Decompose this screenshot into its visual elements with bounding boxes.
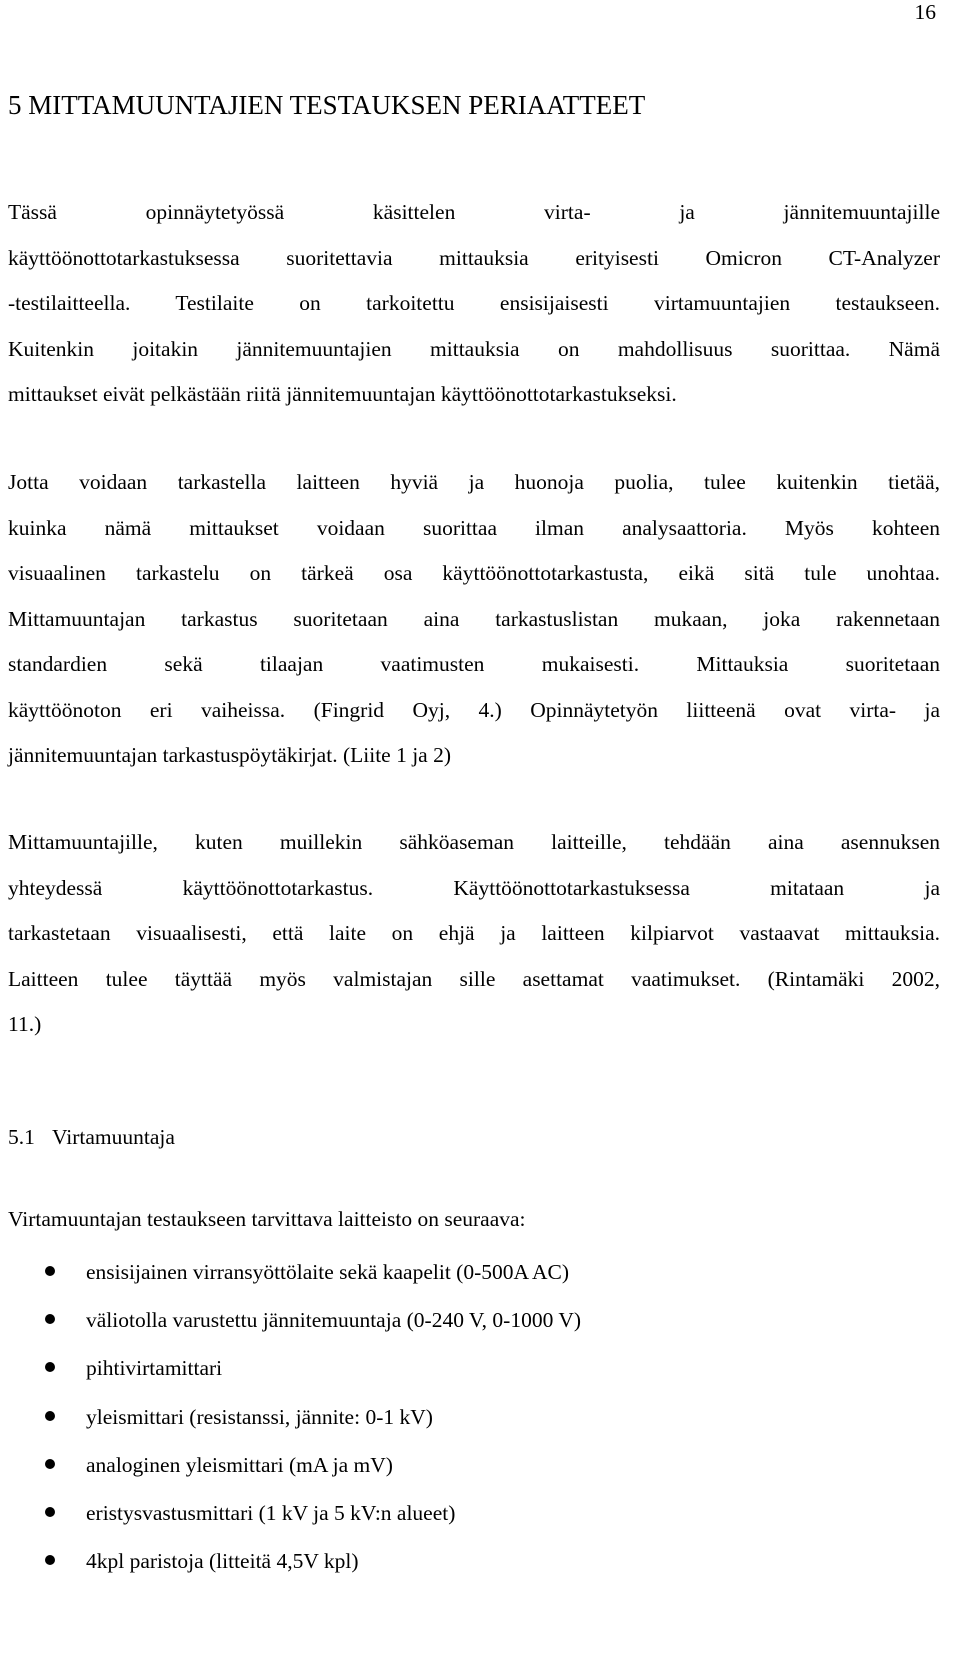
paragraph-line: Mittamuuntajan tarkastus suoritetaan aina tarkastuslistan mukaan, joka rakennetaan: [8, 606, 940, 631]
list-item: [0, 1250, 581, 1298]
chapter-title: 5 MITTAMUUNTAJIEN TESTAUKSEN PERIAATTEET: [8, 90, 646, 120]
paragraph-commissioning: [8, 820, 940, 1048]
section-title: Virtamuuntaja: [52, 1125, 175, 1149]
page-number: 16: [914, 0, 936, 24]
paragraph-line: Jotta voidaan tarkastella laitteen hyviä ja huonoja puolia, tulee kuitenkin tietää,: [8, 470, 940, 494]
paragraph-line: -testilaitteella. Testilaite on tarkoitettu ensisijaisesti virtamuuntajien testaukseen.: [8, 291, 940, 315]
bullet-icon: [45, 1507, 55, 1517]
list-item-text: 4kpl paristoja (litteitä 4,5V kpl): [86, 1549, 359, 1574]
bullet-icon: [45, 1266, 55, 1276]
paragraph-line: käyttöönottotarkastuksessa suoritettavia mittauksia erityisesti Omicron CT-Analyzer: [8, 245, 940, 270]
list-item-text: pihtivirtamittari: [86, 1356, 223, 1381]
paragraph-line: Laitteen tulee täyttää myös valmistajan sille asettamat vaatimukset. (Rintamäki 2002,: [8, 966, 940, 991]
paragraph-line: käyttöönoton eri vaiheissa. (Fingrid Oyj, 4.) Opinnäytetyön liitteenä ovat virta- ja: [8, 697, 940, 722]
section-number: 5.1: [8, 1125, 35, 1149]
paragraph-line: jännitemuuntajan tarkastuspöytäkirjat. (Liite 1 ja 2): [8, 743, 452, 767]
section-heading: [8, 1125, 175, 1150]
list-item-text: yleismittari (resistanssi, jännite: 0-1 kV): [86, 1404, 433, 1429]
list-item-text: väliotolla varustettu jännitemuuntaja (0-240 V, 0-1000 V): [86, 1308, 582, 1333]
equipment-list: [0, 1250, 581, 1587]
paragraph-line: standardien sekä tilaajan vaatimusten mukaisesti. Mittauksia suoritetaan: [8, 652, 940, 676]
list-item: [0, 1298, 581, 1346]
list-item: [0, 1395, 581, 1443]
paragraph-analysis: [8, 460, 940, 779]
paragraph-line: 11.): [8, 1012, 42, 1036]
bullet-icon: [45, 1362, 55, 1372]
paragraph-line: tarkastetaan visuaalisesti, että laite on ehjä ja laitteen kilpiarvot vastaavat mittauksia.: [8, 921, 940, 945]
paragraph-line: mittaukset eivät pelkästään riitä jännitemuuntajan käyttöönottotarkastukseksi.: [8, 382, 677, 406]
list-item: [0, 1443, 581, 1491]
paragraph-intro: [8, 190, 940, 418]
list-item: [0, 1539, 581, 1587]
paragraph-line: kuinka nämä mittaukset voidaan suorittaa ilman analysaattoria. Myös kohteen: [8, 515, 940, 540]
bullet-icon: [45, 1411, 55, 1421]
list-item-text: ensisijainen virransyöttölaite sekä kaapelit (0-500A AC): [86, 1260, 570, 1284]
bullet-icon: [45, 1314, 55, 1324]
paragraph-line: visuaalinen tarkastelu on tärkeä osa käyttöönottotarkastusta, eikä sitä tule unohtaa.: [8, 561, 940, 585]
equipment-intro: Virtamuuntajan testaukseen tarvittava laitteisto on seuraava:: [8, 1207, 526, 1231]
bullet-icon: [45, 1459, 55, 1469]
bullet-icon: [45, 1555, 55, 1565]
list-item: [0, 1346, 581, 1394]
paragraph-line: Kuitenkin joitakin jännitemuuntajien mittauksia on mahdollisuus suorittaa. Nämä: [8, 336, 940, 361]
list-item: [0, 1491, 581, 1539]
paragraph-line: Mittamuuntajille, kuten muillekin sähköaseman laitteille, tehdään aina asennuksen: [8, 830, 940, 854]
paragraph-line: Tässä opinnäytetyössä käsittelen virta- ja jännitemuuntajille: [8, 200, 940, 224]
list-item-text: analoginen yleismittari (mA ja mV): [86, 1452, 393, 1477]
list-item-text: eristysvastusmittari (1 kV ja 5 kV:n alueet): [86, 1500, 456, 1525]
paragraph-line: yhteydessä käyttöönottotarkastus. Käyttöönottotarkastuksessa mitataan ja: [8, 875, 940, 900]
